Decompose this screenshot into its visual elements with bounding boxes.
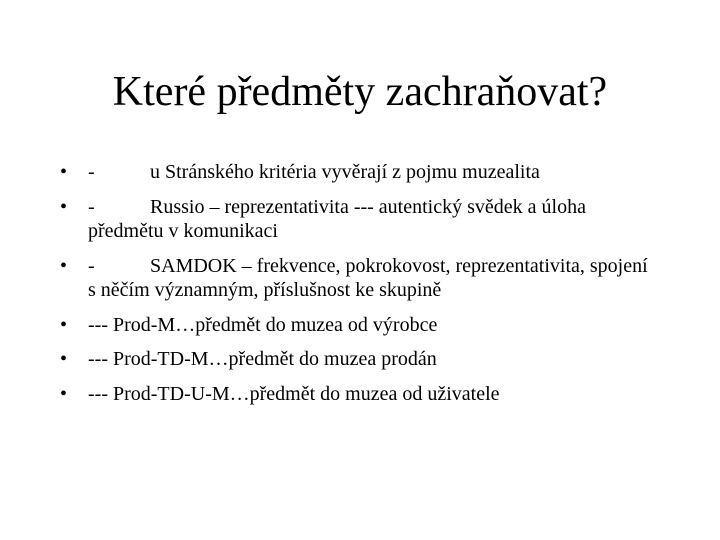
slide-title: Které předměty zachraňovat? bbox=[112, 69, 608, 115]
bullet-icon: • bbox=[60, 254, 68, 277]
bullet-icon: • bbox=[60, 195, 68, 218]
bullet-text: --- Prod-TD-U-M…předmět do muzea od uživatele bbox=[88, 382, 500, 405]
bullet-icon: • bbox=[60, 382, 68, 405]
bullet-text: --- Prod-M…předmět do muzea od výrobce bbox=[88, 313, 438, 336]
bullet-icon: • bbox=[60, 348, 68, 370]
bullet-list bbox=[60, 160, 660, 416]
bullet-item bbox=[60, 254, 660, 303]
bullet-item bbox=[60, 160, 660, 185]
bullet-text: SAMDOK – frekvence, pokrokovost, reprezentativita, spojení s něčím významným, příslušnost ke skupině bbox=[88, 254, 648, 301]
bullet-dash: - bbox=[88, 254, 95, 277]
bullet-icon: • bbox=[60, 313, 68, 336]
bullet-text: --- Prod-TD-M…předmět do muzea prodán bbox=[88, 348, 437, 370]
bullet-text: Russio – reprezentativita --- autentický svědek a úloha předmětu v komunikaci bbox=[88, 195, 586, 242]
bullet-item bbox=[60, 347, 660, 372]
bullet-item bbox=[60, 195, 660, 244]
bullet-dash: - bbox=[88, 161, 95, 183]
bullet-dash: - bbox=[88, 195, 95, 218]
bullet-item bbox=[60, 313, 660, 338]
bullet-text: u Stránského kritéria vyvěrají z pojmu muzealita bbox=[150, 161, 540, 183]
bullet-item bbox=[60, 382, 660, 407]
bullet-icon: • bbox=[60, 161, 68, 183]
